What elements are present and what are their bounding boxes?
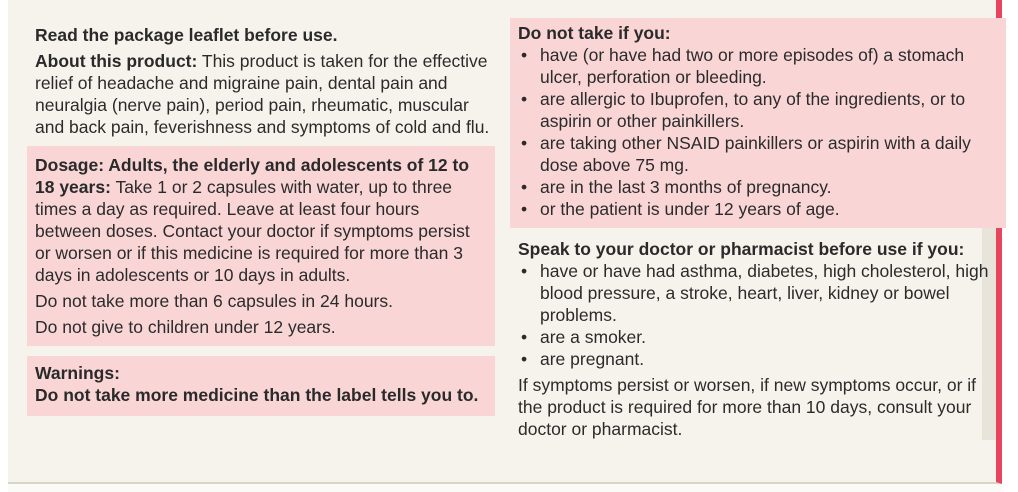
speak-to-doctor-section bbox=[518, 238, 994, 440]
do-not-take-heading: Do not take if you: bbox=[518, 23, 671, 43]
left-column bbox=[35, 24, 495, 416]
about-text: This product is taken for the effective relief of headache and migraine pain, dental pain and neuralgia (nerve pain), period pain, rheumatic, muscular and back pain, feverishness and symptoms of cold and flu. bbox=[35, 51, 490, 137]
leaflet-heading: Read the package leaflet before use. bbox=[35, 25, 338, 45]
about-section bbox=[35, 50, 495, 138]
list-item: • are a smoker. bbox=[518, 326, 994, 348]
speak-heading: Speak to your doctor or pharmacist before use if you: bbox=[518, 239, 965, 259]
dosage-label: Dosage: Adults, the elderly and adolescents of 12 to 18 years: bbox=[35, 155, 470, 197]
list-item: • are taking other NSAID painkillers or aspirin with a daily dose above 75 mg. bbox=[518, 132, 998, 176]
list-item: • have or have had asthma, diabetes, high cholesterol, high blood pressure, a stroke, heart, liver, kidney or bowel problems. bbox=[518, 260, 994, 326]
children-text: Do not give to children under 12 years. bbox=[35, 317, 336, 337]
footer-advice: If symptoms persist or worsen, if new symptoms occur, or if the product is required for more than 10 days, consult your doctor or pharmacist. bbox=[518, 375, 977, 439]
package-panel bbox=[8, 0, 1002, 484]
list-item: • are in the last 3 months of pregnancy. bbox=[518, 176, 998, 198]
warnings-section bbox=[27, 356, 495, 416]
max-dose-text: Do not take more than 6 capsules in 24 hours. bbox=[35, 291, 393, 311]
do-not-take-list bbox=[518, 44, 998, 220]
list-item: • are allergic to Ibuprofen, to any of the ingredients, or to aspirin or other painkillers. bbox=[518, 88, 998, 132]
dosage-section bbox=[27, 146, 495, 346]
warnings-text: Do not take more medicine than the label tells you to. bbox=[35, 385, 479, 405]
warnings-label: Warnings: bbox=[35, 363, 120, 383]
list-item: • have (or have had two or more episodes of) a stomach ulcer, perforation or bleeding. bbox=[518, 44, 998, 88]
right-column bbox=[518, 18, 994, 440]
list-item: • are pregnant. bbox=[518, 348, 994, 370]
speak-list bbox=[518, 260, 994, 370]
list-item: • or the patient is under 12 years of age. bbox=[518, 198, 998, 220]
about-label: About this product: bbox=[35, 51, 198, 71]
bottom-edge bbox=[8, 484, 1002, 492]
do-not-take-section bbox=[510, 18, 1006, 228]
dosage-text: Take 1 or 2 capsules with water, up to three times a day as required. Leave at least four hours between doses. Contact your doctor if symptoms persist or worsen or if this medicine is required for more than 3 days in adolescents or 10 days in adults. bbox=[35, 177, 470, 285]
